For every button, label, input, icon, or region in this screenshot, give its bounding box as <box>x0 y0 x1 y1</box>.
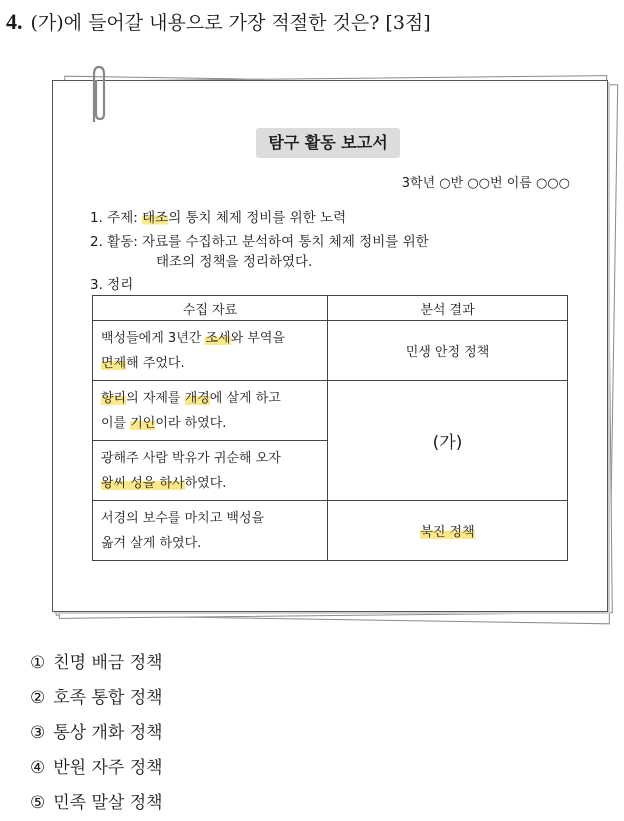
table-row <box>93 321 568 381</box>
row3-highlight-surname: 왕씨 성을 하사 <box>101 475 185 491</box>
merged-result-cell <box>328 381 568 501</box>
choice-1[interactable] <box>30 646 163 681</box>
question-number: 4. <box>6 9 23 34</box>
summary-heading: 3. 정리 <box>90 277 134 293</box>
choice-number: ④ <box>30 758 46 778</box>
topic-highlight: 태조 <box>142 210 169 226</box>
report-title: 탐구 활동 보고서 <box>256 128 400 158</box>
choice-number: ② <box>30 688 46 708</box>
topic-rest: 의 통치 체제 정비를 위한 노력 <box>168 210 347 226</box>
row2-highlight-hyangri: 향리 <box>101 390 127 406</box>
choice-4[interactable] <box>30 751 163 786</box>
topic-line <box>90 206 346 226</box>
choice-text: 반원 자주 정책 <box>53 758 163 778</box>
choice-number: ① <box>30 653 46 673</box>
report-sheet <box>52 80 606 610</box>
question-text: (가)에 들어갈 내용으로 가장 적절한 것은? [3점] <box>30 12 431 34</box>
student-info: 3학년 ○반 ○○번 이름 ○○○ <box>401 176 570 191</box>
row4-text-line2: 옮겨 살게 하였다. <box>101 535 202 551</box>
row1-result: 민생 안정 정책 <box>328 321 568 381</box>
choice-text: 통상 개화 정책 <box>53 723 163 743</box>
row1-text-a: 백성들에게 3년간 <box>101 330 206 346</box>
choice-text: 민족 말살 정책 <box>53 793 163 813</box>
summary-table <box>92 295 568 561</box>
row3-data <box>93 441 328 501</box>
col-header-analysis: 분석 결과 <box>328 296 568 321</box>
choice-text: 호족 통합 정책 <box>53 688 163 708</box>
row2-text-c: 이를 <box>101 415 131 431</box>
row1-data <box>93 321 328 381</box>
choice-text: 친명 배금 정책 <box>53 653 163 673</box>
choice-3[interactable] <box>30 716 163 751</box>
row4-highlight-northern: 북진 정책 <box>420 525 475 540</box>
choice-2[interactable] <box>30 681 163 716</box>
choice-number: ③ <box>30 723 46 743</box>
col-header-collected: 수집 자료 <box>93 296 328 321</box>
activity-line-1: 2. 활동: 자료를 수집하고 분석하여 통치 체제 정비를 위한 <box>90 234 429 250</box>
row4-data <box>93 501 328 561</box>
row4-result <box>328 501 568 561</box>
choice-number: ⑤ <box>30 793 46 813</box>
row1-highlight-tax: 조세 <box>205 330 231 346</box>
row3-text-b: 하였다. <box>184 475 227 491</box>
answer-choices <box>30 646 163 821</box>
row2-text-a: 의 자제를 <box>126 390 185 406</box>
row1-text-c: 해 주었다. <box>126 355 185 371</box>
table-row <box>93 381 568 441</box>
row2-data <box>93 381 328 441</box>
activity-line-2: 태조의 정책을 정리하였다. <box>156 254 313 270</box>
row2-text-d: 이라 하였다. <box>155 415 227 431</box>
question-stem <box>6 8 431 35</box>
choice-5[interactable] <box>30 786 163 821</box>
row1-text-b: 와 부역을 <box>230 330 285 346</box>
row1-highlight-exempt: 면제 <box>101 355 127 371</box>
topic-prefix: 1. 주제: <box>90 210 143 226</box>
table-header-row <box>93 296 568 321</box>
table-row <box>93 501 568 561</box>
row2-highlight-gaegyeong: 개경 <box>184 390 210 406</box>
row2-highlight-giin: 기인 <box>130 415 156 431</box>
blank-ga: (가) <box>432 433 463 453</box>
row2-text-b: 에 살게 하고 <box>209 390 281 406</box>
row4-text-line1: 서경의 보수를 마치고 백성을 <box>101 510 265 526</box>
row3-text-a: 광해주 사람 박유가 귀순해 오자 <box>101 450 281 466</box>
